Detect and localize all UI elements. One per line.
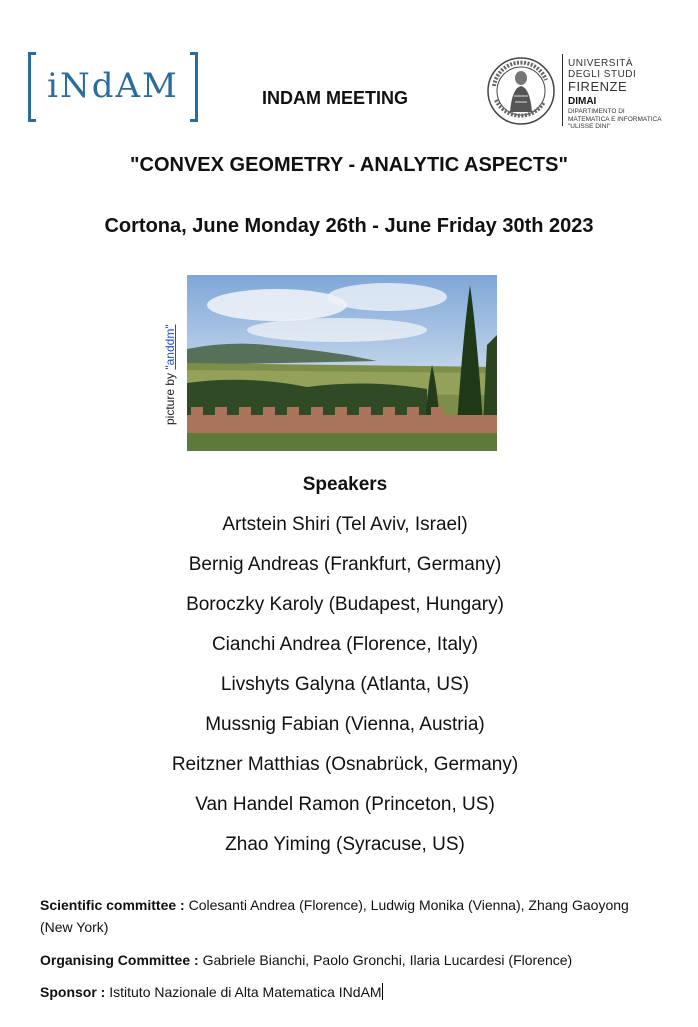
dept-line1: DIPARTIMENTO DI [568,108,625,115]
university-seal-icon [486,56,556,126]
speaker-item: Zhao Yiming (Syracuse, US) [225,834,465,855]
university-line2: DEGLI STUDI [568,69,637,80]
meeting-title: INDAM MEETING [262,88,408,108]
speaker-item: Artstein Shiri (Tel Aviv, Israel) [222,514,468,535]
photo-credit-author-link[interactable]: "anddm" [163,324,177,370]
university-line3: FIRENZE [568,79,628,94]
conference-title: "CONVEX GEOMETRY - ANALYTIC ASPECTS" [130,154,568,176]
logo-right-bracket [190,52,198,122]
speaker-item: Livshyts Galyna (Atlanta, US) [220,674,470,695]
logo-divider [562,54,563,126]
organising-committee-value: Gabriele Bianchi, Paolo Gronchi, Ilaria Lucardesi (Florence) [202,952,573,968]
scientific-committee [40,894,660,938]
dept-line2: MATEMATICA E INFORMATICA [568,115,662,123]
scientific-committee-value: Colesanti Andrea (Florence), Ludwig Monika (Vienna), Zhang Gaoyong (New York) [40,897,629,935]
sponsor [40,981,660,1003]
speaker-item: Van Handel Ramon (Princeton, US) [195,794,495,815]
cortona-landscape-photo [187,275,497,451]
indam-logo-text: iNdAM [47,66,179,106]
photo-credit [163,324,177,425]
sponsor-value: Istituto Nazionale di Alta Matematica INdAM [109,984,382,1000]
speaker-item: Bernig Andreas (Frankfurt, Germany) [188,554,502,575]
speakers-heading: Speakers [302,474,388,495]
unifi-logo [486,52,676,138]
photo-credit-prefix: picture by [163,372,177,425]
speaker-item: Boroczky Karoly (Budapest, Hungary) [186,594,504,615]
organising-committee-label: Organising Committee : [40,952,199,968]
speaker-item: Cianchi Andrea (Florence, Italy) [211,634,479,655]
sponsor-label: Sponsor : [40,984,106,1000]
speaker-item: Reitzner Matthias (Osnabrück, Germany) [171,754,519,775]
scientific-committee-label: Scientific committee : [40,897,185,913]
speaker-item: Mussnig Fabian (Vienna, Austria) [205,714,485,735]
indam-logo [28,52,198,124]
text-cursor [382,983,383,1000]
dept-abbr: DIMAI [568,96,597,107]
logo-left-bracket [28,52,36,122]
university-line1: UNIVERSITÀ [568,58,634,69]
dept-line3: "ULISSE DINI" [568,123,611,130]
conference-dates: Cortona, June Monday 26th - June Friday 30th 2023 [104,215,594,237]
organising-committee [40,949,660,971]
